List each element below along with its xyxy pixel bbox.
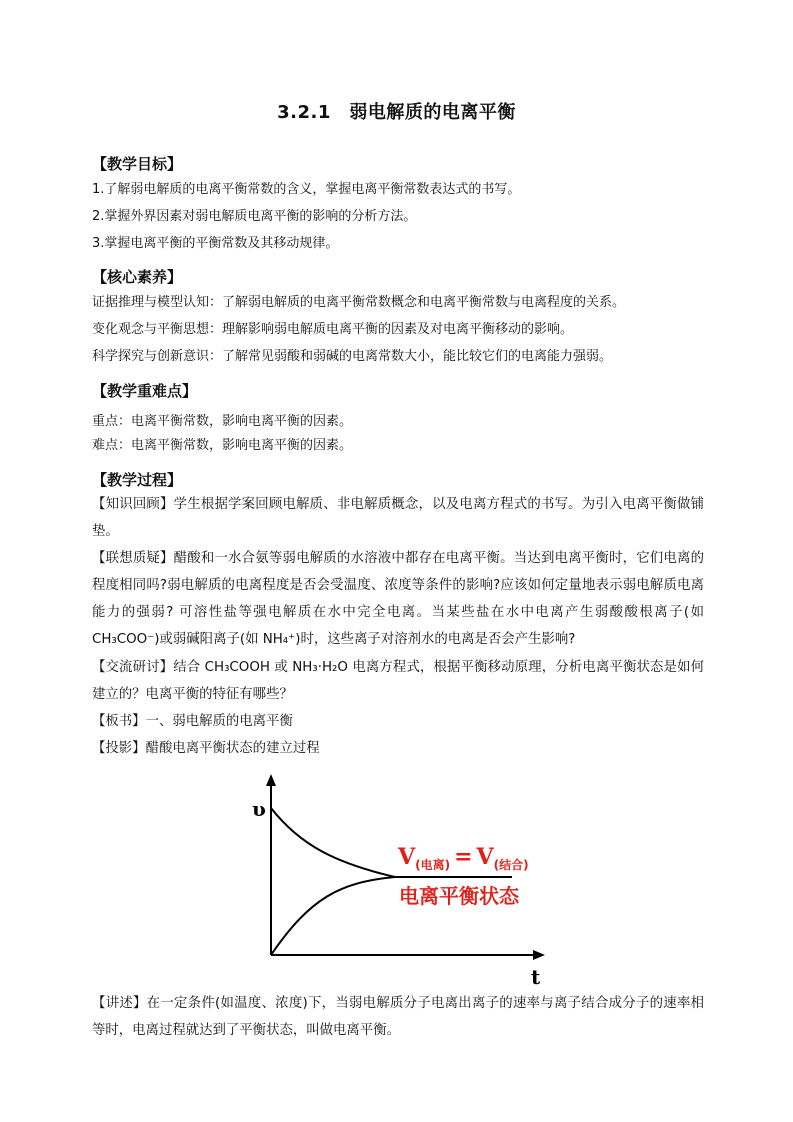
equilibrium-state-label: 电离平衡状态: [399, 884, 519, 908]
section-heading-goals: 【教学目标】: [92, 155, 183, 173]
goal-item: 2.掌握外界因素对弱电解质电离平衡的影响的分析方法。: [92, 209, 417, 224]
equilibrium-figure: [240, 770, 560, 990]
eq-v-ionization: V: [398, 844, 416, 870]
eq-equals: =: [454, 844, 473, 870]
paragraph-text: 结合 CH₃COOH 或 NH₃·H₂O 电离方程式，根据平衡移动原理，分析电离平衡状态是如何建立的？电离平衡的特征有哪些？: [92, 660, 704, 702]
paragraph-label: 【投影】: [92, 741, 146, 756]
y-axis-label: υ: [252, 797, 266, 821]
paragraph-discussion: [92, 654, 704, 708]
eq-v-combination: V: [476, 844, 494, 870]
paragraph-question: [92, 545, 704, 653]
paragraph-text: 在一定条件(如温度、浓度)下，当弱电解质分子电离出离子的速率与离子结合成分子的速率相等时，电离过程就达到了平衡状态，叫做电离平衡。: [92, 996, 705, 1038]
paragraph-text: 一、弱电解质的电离平衡: [145, 714, 293, 729]
goal-item: 3.掌握电离平衡的平衡常数及其移动规律。: [92, 236, 339, 251]
paragraph-board: [92, 708, 704, 735]
key-point-item: 重点：电离平衡常数，影响电离平衡的因素。: [92, 414, 353, 429]
paragraph-review: [92, 491, 704, 545]
paragraph-text: 醋酸电离平衡状态的建立过程: [145, 741, 320, 756]
paragraph-label: 【知识回顾】: [92, 497, 174, 512]
page-title: 3.2.1 弱电解质的电离平衡: [277, 102, 516, 123]
goal-item: 1.了解弱电解质的电离平衡常数的含义，掌握电离平衡常数表达式的书写。: [92, 182, 521, 197]
paragraph-label: 【交流研讨】: [92, 660, 174, 675]
section-heading-process: 【教学过程】: [92, 471, 183, 489]
eq-subscript-combination: (结合): [493, 858, 529, 872]
section-heading-literacy: 【核心素养】: [92, 268, 183, 286]
paragraph-label: 【讲述】: [92, 996, 147, 1011]
key-point-item: 难点：电离平衡常数，影响电离平衡的因素。: [92, 438, 353, 453]
x-axis-arrow: [533, 950, 545, 960]
section-heading-key-points: 【教学重难点】: [92, 382, 198, 400]
eq-subscript-ionization: (电离): [415, 858, 451, 872]
paragraph-label: 【板书】: [92, 714, 146, 729]
paragraph-projection: [92, 735, 704, 762]
y-axis-arrow: [266, 774, 276, 786]
literacy-item: 证据推理与模型认知：了解弱电解质的电离平衡常数概念和电离平衡常数与电离程度的关系。: [92, 295, 626, 310]
paragraph-text: 学生根据学案回顾电解质、非电解质概念，以及电离方程式的书写。为引入电离平衡做铺垫。: [92, 497, 705, 539]
literacy-item: 科学探究与创新意识：了解常见弱酸和弱碱的电离常数大小，能比较它们的电离能力强弱。: [92, 349, 613, 364]
x-axis-label: t: [531, 965, 541, 989]
paragraph-text: 醋酸和一水合氨等弱电解质的水溶液中都存在电离平衡。当达到电离平衡时，它们电离的程度相同吗?弱电解质的电离程度是否会受温度、浓度等条件的影响?应该如何定量地表示弱电解质电离能力的强弱? 可溶性盐等强电解质在水中完全电离。当某些盐在水中电离产生弱酸酸根离子(如 CH₃COO⁻)或弱碱阳离子(如 NH₄⁺)时，这些离子对溶剂水的电离是否会产生影响?: [92, 551, 705, 647]
paragraph-label: 【联想质疑】: [92, 551, 174, 566]
paragraph-explanation: [92, 990, 704, 1044]
combination-rate-curve: [271, 877, 395, 955]
rate-equation-label: [397, 844, 529, 872]
literacy-item: 变化观念与平衡思想：理解影响弱电解质电离平衡的因素及对电离平衡移动的影响。: [92, 322, 574, 337]
